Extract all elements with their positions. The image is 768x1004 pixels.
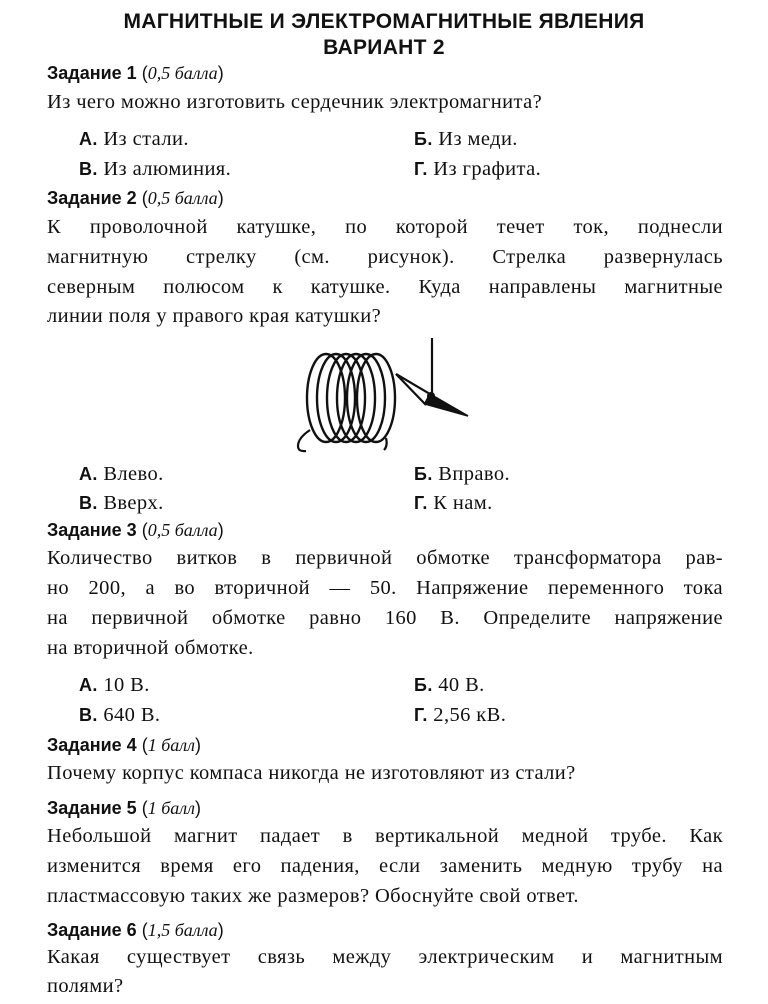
task-6-points: 1,5 балла bbox=[147, 920, 218, 940]
task-2-heading: Задание 2 (0,5 балла) bbox=[47, 188, 224, 208]
task-3-label: Задание 3 bbox=[47, 520, 137, 540]
task-1-question-line: Из чего можно изготовить сердечник электромагнита? bbox=[47, 91, 543, 113]
task-3-option-c: В. 640 В. bbox=[79, 704, 161, 726]
task-1-option-c: В. Из алюминия. bbox=[79, 158, 232, 180]
task-5-points: 1 балл bbox=[147, 798, 195, 818]
task-5-question-line: изменится время его падения, если заменить медную трубу на bbox=[47, 855, 723, 877]
task-4-points: 1 балл bbox=[147, 735, 195, 755]
task-2-option-d: Г. К нам. bbox=[414, 492, 493, 514]
task-2-question-line: линии поля у правого края катушки? bbox=[47, 305, 382, 327]
task-6-heading: Задание 6 (1,5 балла) bbox=[47, 920, 224, 940]
task-1-option-a: А. Из стали. bbox=[79, 128, 189, 150]
task-4-label: Задание 4 bbox=[47, 735, 137, 755]
task-2-question-line: К проволочной катушке, по которой течет ток, поднесли bbox=[47, 216, 723, 238]
task-2-label: Задание 2 bbox=[47, 188, 137, 208]
task-3-option-d: Г. 2,56 кВ. bbox=[414, 704, 507, 726]
task-3-heading: Задание 3 (0,5 балла) bbox=[47, 520, 224, 540]
task-5-heading: Задание 5 (1 балл) bbox=[47, 798, 201, 818]
task-2-points: 0,5 балла bbox=[147, 188, 218, 208]
task-3-question-line: но 200, а во вторичной — 50. Напряжение переменного тока bbox=[47, 577, 723, 599]
page-title: МАГНИТНЫЕ И ЭЛЕКТРОМАГНИТНЫЕ ЯВЛЕНИЯ bbox=[123, 10, 645, 33]
task-4-question-line: Почему корпус компаса никогда не изготовляют из стали? bbox=[47, 762, 576, 784]
coil-and-needle-figure bbox=[290, 334, 480, 460]
task-2-question-line: северным полюсом к катушке. Куда направлены магнитные bbox=[47, 276, 723, 298]
task-5-label: Задание 5 bbox=[47, 798, 137, 818]
task-3-question-line: на вторичной обмотке. bbox=[47, 637, 254, 659]
task-2-option-b: Б. Вправо. bbox=[414, 463, 510, 485]
coil-turns bbox=[307, 354, 395, 442]
task-3-points: 0,5 балла bbox=[147, 520, 218, 540]
task-4-heading: Задание 4 (1 балл) bbox=[47, 735, 201, 755]
task-1-label: Задание 1 bbox=[47, 63, 137, 83]
task-1-heading: Задание 1 (0,5 балла) bbox=[47, 63, 224, 83]
task-6-question-line: Какая существует связь между электрическим и магнитным bbox=[47, 946, 723, 968]
task-1-option-d: Г. Из графита. bbox=[414, 158, 542, 180]
task-3-question-line: на первичной обмотке равно 160 В. Определите напряжение bbox=[47, 607, 723, 629]
task-5-question-line: Небольшой магнит падает в вертикальной медной трубе. Как bbox=[47, 825, 723, 847]
task-2-option-c: В. Вверх. bbox=[79, 492, 164, 514]
task-3-option-a: А. 10 В. bbox=[79, 674, 150, 696]
task-2-option-a: А. Влево. bbox=[79, 463, 164, 485]
task-5-question-line: пластмассовую таких же размеров? Обоснуйте свой ответ. bbox=[47, 885, 579, 907]
task-6-label: Задание 6 bbox=[47, 920, 137, 940]
task-3-option-b: Б. 40 В. bbox=[414, 674, 485, 696]
task-6-question-line: полями? bbox=[47, 975, 124, 997]
variant-title: ВАРИАНТ 2 bbox=[323, 36, 445, 59]
task-1-option-b: Б. Из меди. bbox=[414, 128, 518, 150]
task-3-question-line: Количество витков в первичной обмотке трансформатора рав- bbox=[47, 547, 723, 569]
task-1-points: 0,5 балла bbox=[147, 63, 218, 83]
task-2-question-line: магнитную стрелку (см. рисунок). Стрелка развернулась bbox=[47, 246, 723, 268]
